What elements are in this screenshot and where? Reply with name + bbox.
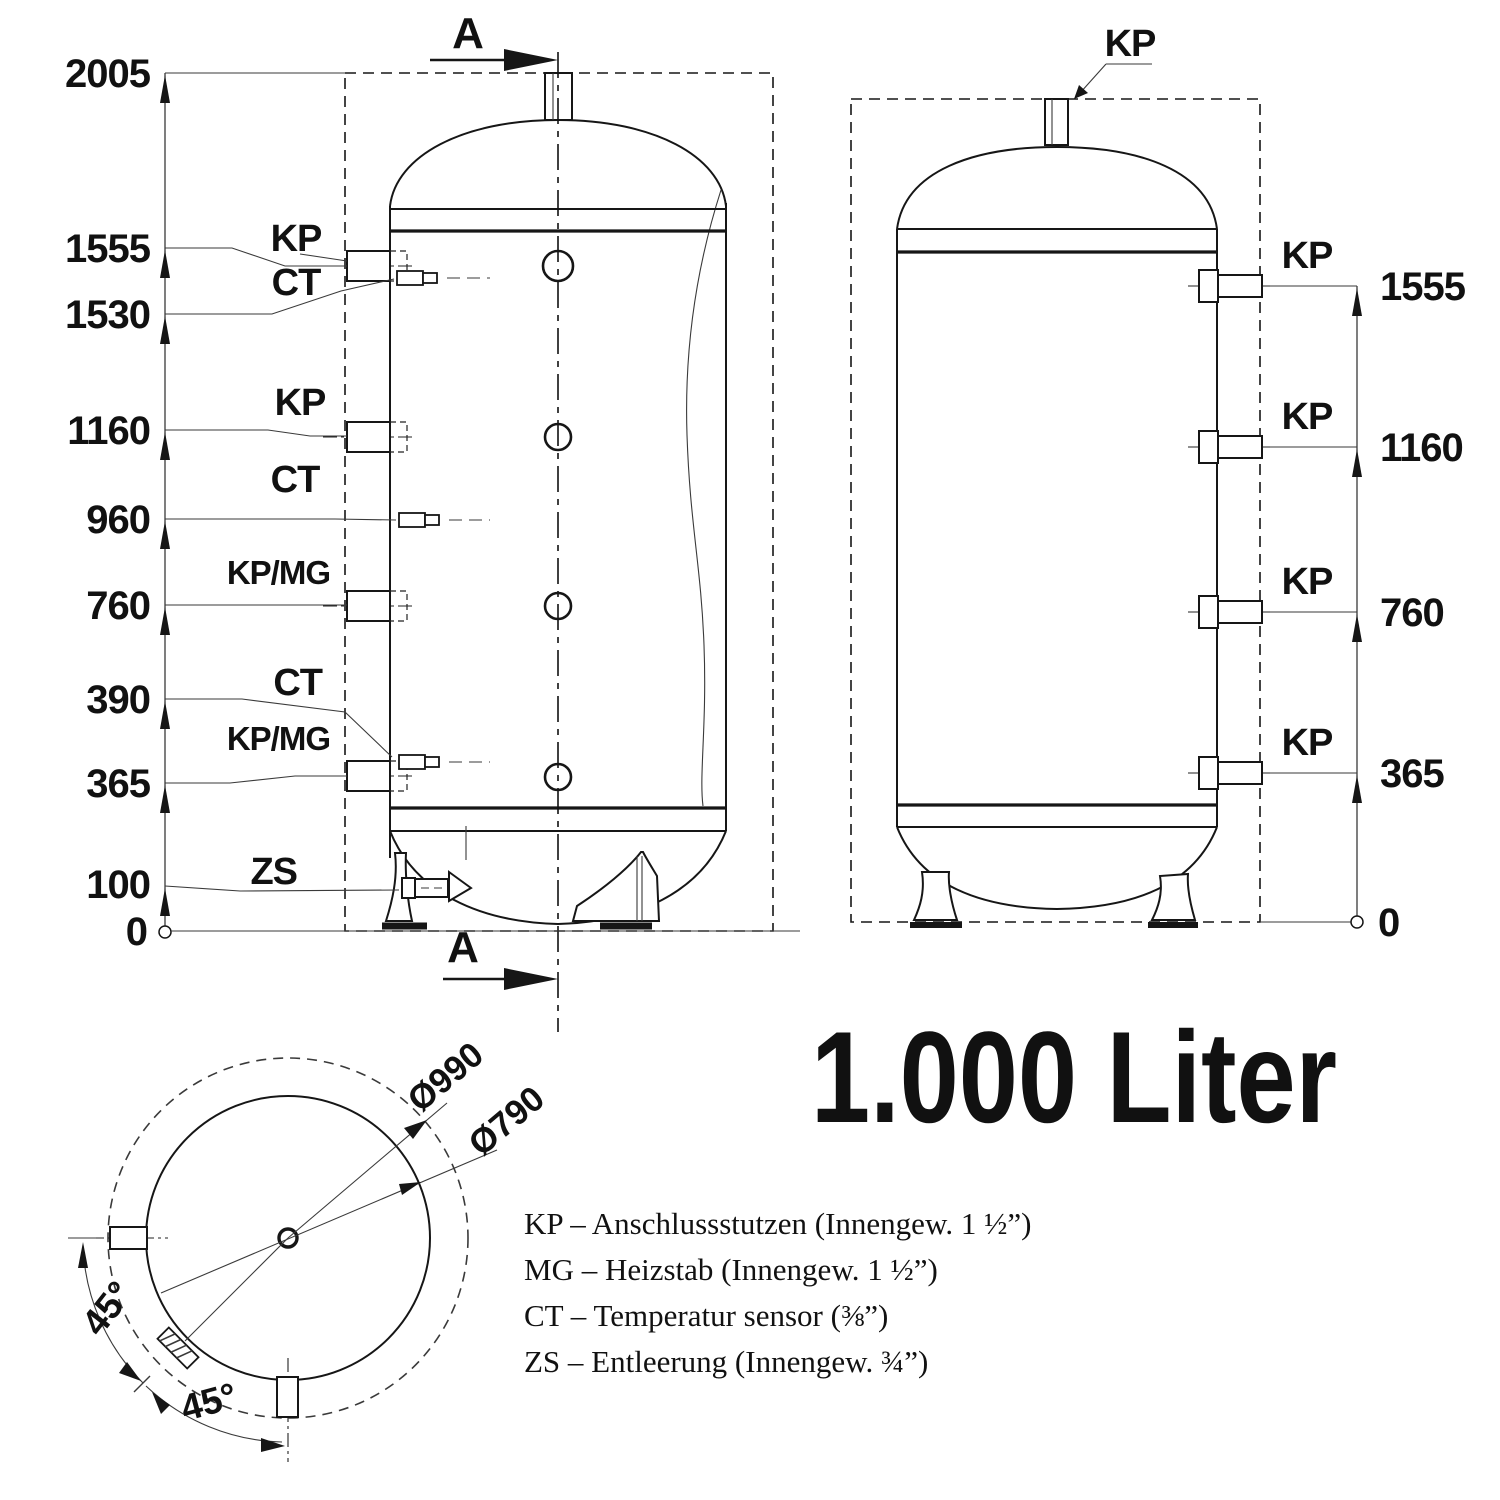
label-kp-top: KP	[1104, 23, 1156, 65]
dia-990-label: Ø990	[400, 1034, 491, 1120]
side-view	[851, 23, 1466, 945]
zs-drain-tip	[449, 872, 471, 901]
section-label-bottom: A	[447, 923, 479, 972]
dia-790-label: Ø790	[461, 1078, 552, 1164]
side-dim-760: 760	[1380, 591, 1444, 635]
side-dim-0: 0	[1378, 901, 1400, 945]
dim-365: 365	[86, 762, 150, 806]
dim-1530: 1530	[65, 293, 150, 337]
section-arrow-top	[504, 49, 558, 71]
zs-drain	[402, 872, 471, 901]
section-label-top: A	[452, 9, 484, 58]
angle-label-2: 45°	[176, 1374, 242, 1429]
legend-line-kp: KP – Anschlussstutzen (Innengew. 1 ½”)	[524, 1206, 1032, 1241]
side-feet	[910, 872, 1198, 925]
section-marker-bottom	[443, 923, 558, 990]
ct-sensor-1530	[397, 271, 490, 285]
front-break-line	[687, 190, 721, 806]
label-ct-1530: CT	[271, 262, 321, 304]
side-dim-1555: 1555	[1380, 265, 1465, 309]
legend-line-mg: MG – Heizstab (Innengew. 1 ½”)	[524, 1252, 938, 1287]
side-label-kp-365: KP	[1281, 722, 1333, 764]
port-kpmg-760	[323, 591, 414, 621]
section-marker-top	[430, 9, 558, 71]
side-dim-365: 365	[1380, 752, 1444, 796]
ct-sensor-960	[399, 513, 490, 527]
angle-label-1: 45°	[73, 1273, 141, 1343]
dim-960: 960	[86, 498, 150, 542]
legend-line-ct: CT – Temperatur sensor (⅜”)	[524, 1298, 889, 1333]
label-kpmg-365: KP/MG	[226, 720, 330, 757]
datum-marker-side	[1351, 916, 1363, 928]
volume-title: 1.000 Liter	[811, 1004, 1337, 1150]
top-view-left-port	[110, 1227, 147, 1249]
side-label-kp-1160: KP	[1281, 396, 1333, 438]
side-dimension-ladder	[1260, 235, 1466, 945]
label-ct-390: CT	[273, 662, 322, 704]
side-label-kp-1555: KP	[1281, 235, 1333, 277]
dim-0: 0	[125, 910, 147, 954]
ct-sensor-390	[399, 755, 490, 769]
top-view	[68, 1035, 552, 1462]
side-insulation-outline	[851, 99, 1260, 922]
front-insulation-outline	[345, 73, 773, 931]
section-arrow-bottom	[504, 968, 558, 990]
front-ct-sensors	[397, 271, 490, 769]
dim-390: 390	[86, 678, 150, 722]
side-ports	[1188, 270, 1300, 789]
label-ct-960: CT	[270, 459, 320, 501]
dim-2005: 2005	[65, 52, 150, 96]
side-label-kp-760: KP	[1281, 561, 1333, 603]
dim-100: 100	[86, 863, 150, 907]
front-dimension-ladder	[65, 52, 800, 954]
side-dim-1160: 1160	[1380, 426, 1463, 470]
dim-1160: 1160	[67, 409, 150, 453]
dia-790-arrow	[399, 1182, 421, 1195]
label-kp-1555: KP	[270, 218, 322, 260]
top-view-bottom-port	[277, 1377, 298, 1417]
port-kp-1160	[323, 422, 414, 452]
legend	[524, 1206, 1031, 1379]
dim-760: 760	[86, 584, 150, 628]
side-tank-dome	[897, 147, 1217, 229]
label-zs-100: ZS	[250, 851, 297, 893]
legend-line-zs: ZS – Entleerung (Innengew. ¾”)	[524, 1344, 929, 1379]
label-kpmg-760: KP/MG	[226, 554, 330, 591]
side-top-port	[1045, 99, 1068, 145]
label-kp-1160: KP	[274, 382, 326, 424]
datum-marker-front	[159, 926, 171, 938]
dim-1555: 1555	[65, 227, 150, 271]
